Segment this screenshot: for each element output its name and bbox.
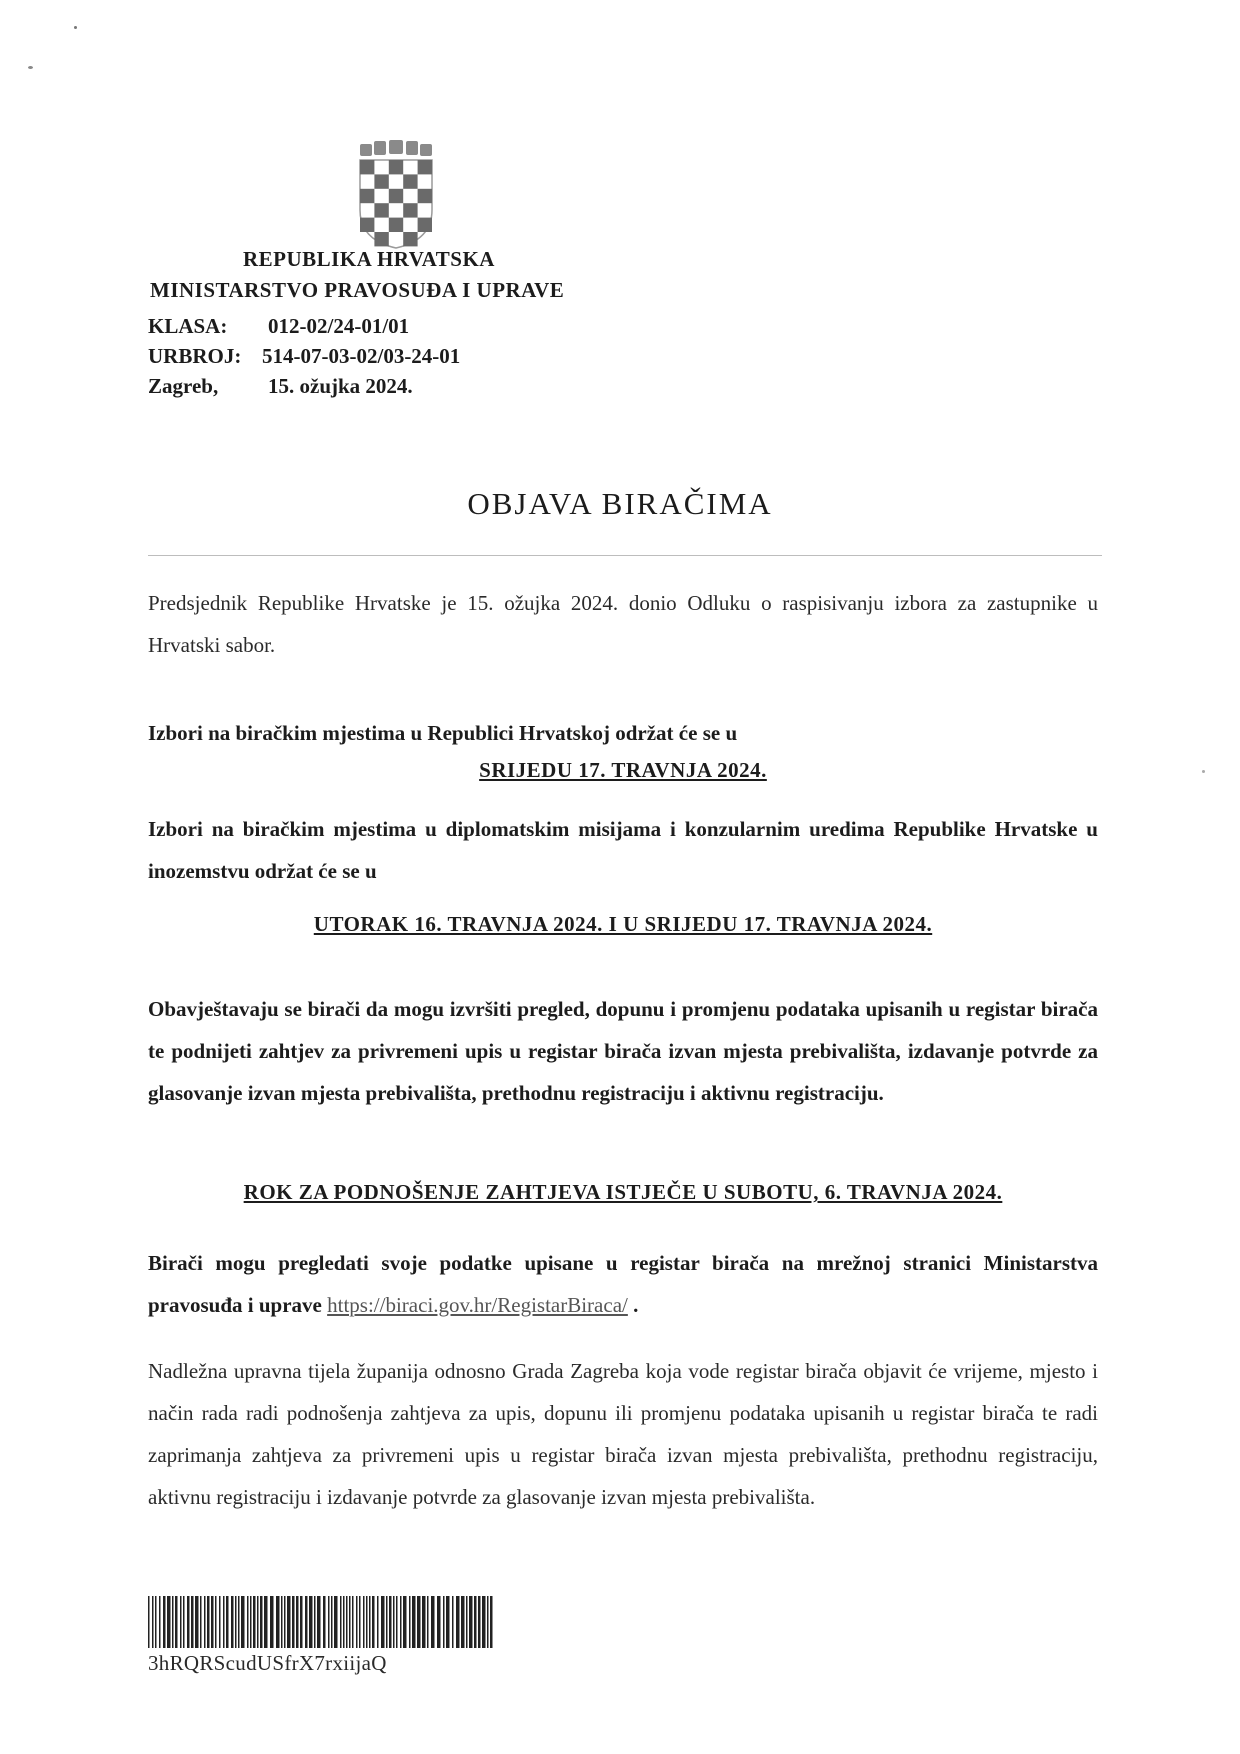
closing-paragraph: Nadležna upravna tijela županija odnosno Grada Zagreba koja vode registar birača objavit će vrijeme, mjesto i način rada radi podnošenja zahtjeva za upis, dopunu ili promjenu podataka upisanih u registar birača te radi zaprimanja zahtjeva za privremeni upis u registar birača izvan mjesta prebivališta, prethodnu registraciju, aktivnu registraciju i izdavanje potvrde za glasovanje izvan mjesta prebivališta.: [148, 1359, 1098, 1509]
urbroj-label: URBROJ:: [148, 344, 242, 368]
scan-speck: [74, 26, 77, 29]
title-divider: [148, 555, 1102, 556]
register-link[interactable]: https://biraci.gov.hr/RegistarBiraca/: [327, 1293, 628, 1317]
klasa-label: KLASA:: [148, 314, 228, 338]
place: Zagreb,: [148, 374, 219, 398]
abroad-election-date: UTORAK 16. TRAVNJA 2024. I U SRIJEDU 17. TRAVNJA 2024.: [313, 912, 933, 936]
document-date: 15. ožujka 2024.: [268, 374, 413, 398]
review-paragraph: [148, 1242, 1098, 1326]
intro-paragraph: Predsjednik Republike Hrvatske je 15. ožujka 2024. donio Odluku o raspisivanju izbora za zastupnike u Hrvatski sabor.: [148, 591, 1098, 657]
barcode-text: 3hRQRScudUSfrX7rxiijaQ: [148, 1651, 387, 1675]
abroad-elections-text: Izbori na biračkim mjestima u diplomatskim misijama i konzularnim uredima Republike Hrvatske u inozemstvu održat će se u: [148, 817, 1098, 883]
country-name: REPUBLIKA HRVATSKA: [243, 247, 495, 271]
document-title: OBJAVA BIRAČIMA: [467, 486, 773, 521]
domestic-elections-text: Izbori na biračkim mjestima u Republici Hrvatskoj održat će se u: [148, 721, 738, 745]
review-text: Birači mogu pregledati svoje podatke upisane u registar birača na mrežnoj stranici Ministarstva pravosuđa i uprave: [148, 1251, 1098, 1317]
urbroj-value: 514-07-03-02/03-24-01: [262, 344, 461, 368]
scan-speck: [1202, 770, 1205, 773]
ministry-name: MINISTARSTVO PRAVOSUĐA I UPRAVE: [150, 278, 565, 302]
voter-notice-paragraph: Obavještavaju se birači da mogu izvršiti pregled, dopunu i promjenu podataka upisanih u registar birača te podnijeti zahtjev za privremeni upis u registar birača izvan mjesta prebivališta, izdavanje potvrde za glasovanje izvan mjesta prebivališta, prethodnu registraciju i aktivnu registraciju.: [148, 997, 1098, 1105]
review-end: .: [633, 1293, 639, 1317]
scan-speck: [28, 66, 33, 69]
domestic-election-date: SRIJEDU 17. TRAVNJA 2024.: [479, 758, 767, 782]
coat-of-arms-icon: [356, 140, 436, 250]
deadline-notice: ROK ZA PODNOŠENJE ZAHTJEVA ISTJEČE U SUBOTU, 6. TRAVNJA 2024.: [243, 1180, 1003, 1204]
klasa-value: 012-02/24-01/01: [268, 314, 410, 338]
barcode-image: [148, 1596, 493, 1648]
